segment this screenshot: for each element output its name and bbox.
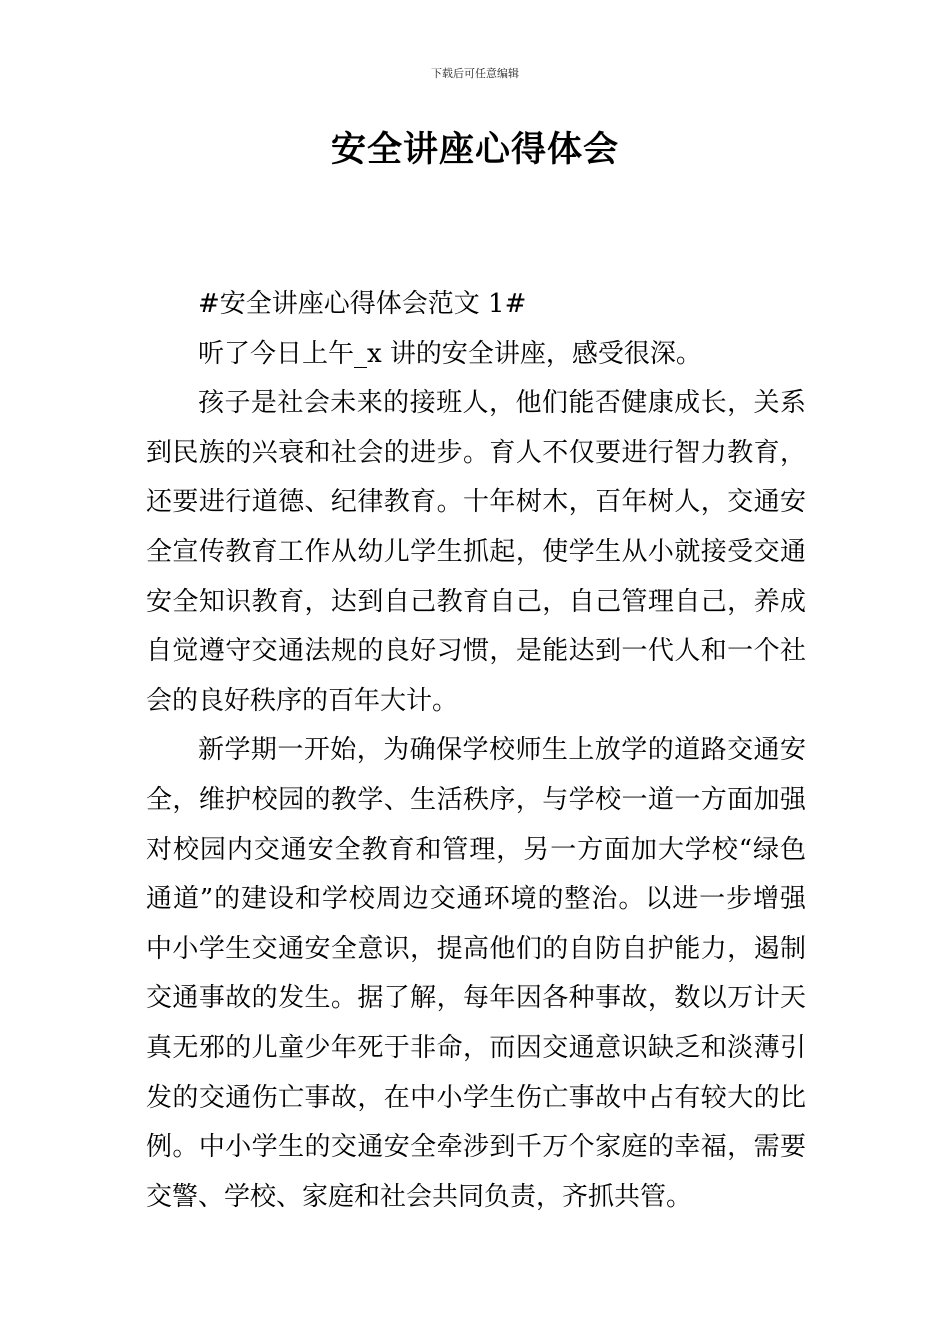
paragraph-new-semester: 新学期一开始，为确保学校师生上放学的道路交通安全，维护校园的教学、生活秩序，与学校一道一方面加强对校园内交通安全教育和管理，另一方面加大学校“绿色通道”的建设和学校周边交通环境的整治。以进一步增强中小学生交通安全意识，提高他们的自防自护能力，遏制交通事故的发生。据了解，每年因各种事故，数以万计天真无邪的儿童少年死于非命，而因交通意识缺乏和淡薄引发的交通伤亡事故，在中小学生伤亡事故中占有较大的比例。中小学生的交通安全牵涉到千万个家庭的幸福，需要交警、学校、家庭和社会共同负责，齐抓共管。 bbox=[146, 735, 806, 1212]
document-title: 安全讲座心得体会 bbox=[330, 130, 619, 170]
section-heading: #安全讲座心得体会范文 1# bbox=[198, 289, 527, 319]
header-note: 下载后可任意编辑 bbox=[431, 67, 519, 80]
document-body bbox=[146, 280, 806, 1222]
paragraph-intro: 听了今日上午_x 讲的安全讲座，感受很深。 bbox=[198, 338, 702, 369]
paragraph-children: 孩子是社会未来的接班人，他们能否健康成长，关系到民族的兴衰和社会的进步。育人不仅要进行智力教育，还要进行道德、纪律教育。十年树木，百年树人，交通安全宣传教育工作从幼儿学生抓起，使学生从小就接受交通安全知识教育，达到自己教育自己，自己管理自己，养成自觉遵守交通法规的良好习惯，是能达到一代人和一个社会的良好秩序的百年大计。 bbox=[146, 388, 806, 716]
